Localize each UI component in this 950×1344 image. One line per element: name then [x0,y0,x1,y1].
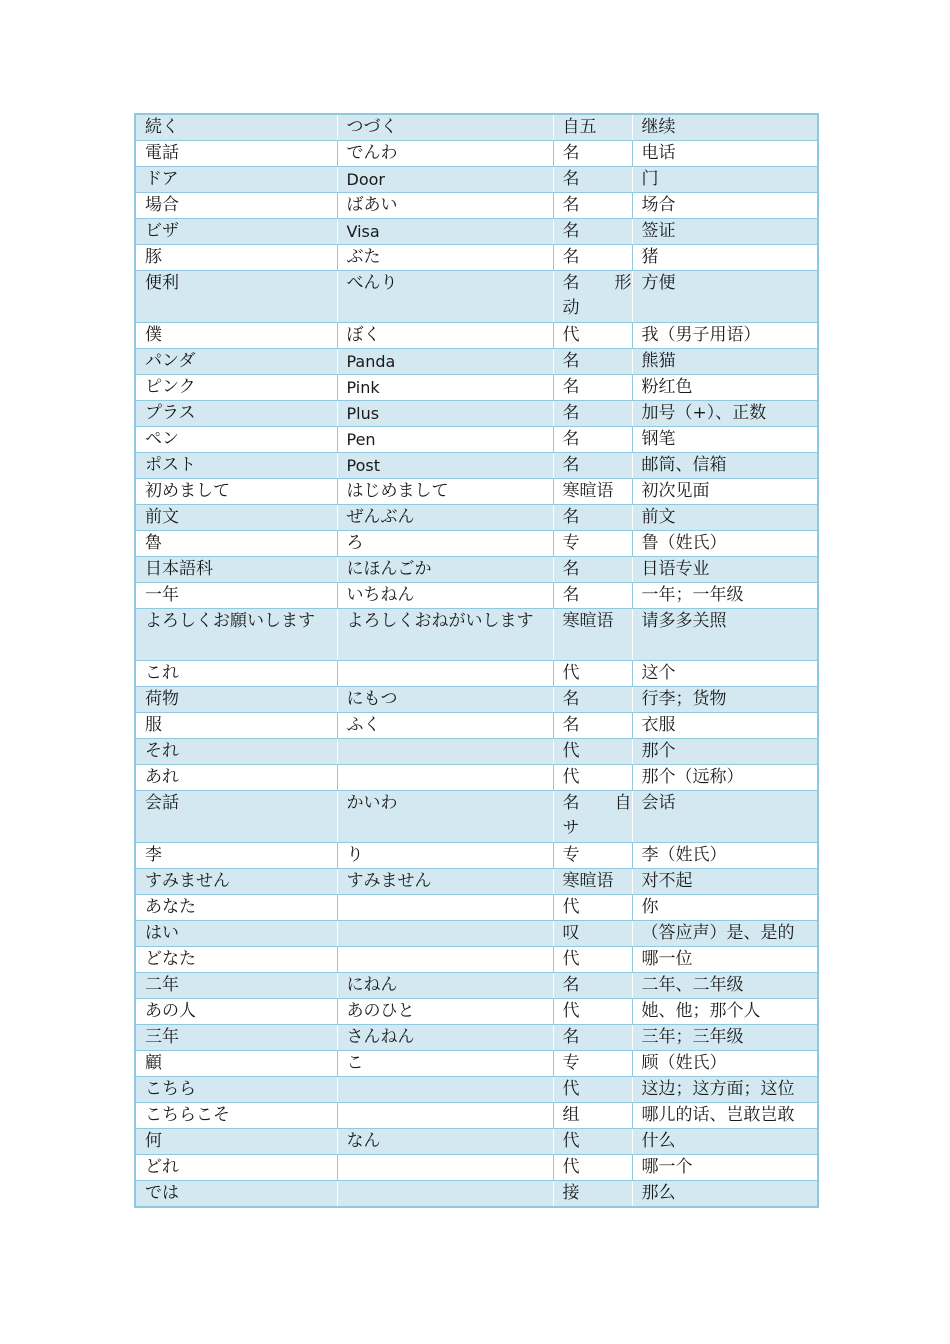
part-of-speech-cell: 名 [553,557,632,583]
table-row [135,323,818,349]
word-cell: あなた [135,895,337,921]
part-of-speech-cell: 寒暄语 [553,479,632,505]
reading-cell: Panda [337,349,553,375]
reading-cell: にねん [337,973,553,999]
table-row [135,921,818,947]
word-cell: 電話 [135,141,337,167]
reading-cell: にほんごか [337,557,553,583]
word-cell: 会話 [135,791,337,843]
table-row [135,1181,818,1208]
word-cell: 前文 [135,505,337,531]
meaning-cell: 哪儿的话、岂敢岂敢 [632,1103,818,1129]
word-cell: 僕 [135,323,337,349]
word-cell: どなた [135,947,337,973]
table-row [135,999,818,1025]
part-of-speech-cell: 名 [553,349,632,375]
reading-cell: ばあい [337,193,553,219]
word-cell: ドア [135,167,337,193]
part-of-speech-cell: 叹 [553,921,632,947]
meaning-cell: 一年；一年级 [632,583,818,609]
word-cell: あの人 [135,999,337,1025]
meaning-cell: 熊猫 [632,349,818,375]
meaning-cell: 这边；这方面；这位 [632,1077,818,1103]
reading-cell [337,1155,553,1181]
reading-cell: Door [337,167,553,193]
table-row [135,1025,818,1051]
table-row [135,1129,818,1155]
table-row [135,557,818,583]
reading-cell: なん [337,1129,553,1155]
table-row [135,375,818,401]
table-row [135,453,818,479]
reading-cell [337,947,553,973]
word-cell: 李 [135,843,337,869]
part-of-speech-cell: 自五 [553,114,632,141]
table-row [135,713,818,739]
reading-cell: Post [337,453,553,479]
table-row [135,843,818,869]
meaning-cell: 门 [632,167,818,193]
part-of-speech-cell: 代 [553,661,632,687]
word-cell: ピンク [135,375,337,401]
part-of-speech-cell: 名 [553,193,632,219]
word-cell: 続く [135,114,337,141]
word-cell: 何 [135,1129,337,1155]
meaning-cell: 签证 [632,219,818,245]
meaning-cell: 场合 [632,193,818,219]
part-of-speech-cell: 名 [553,453,632,479]
meaning-cell: 猪 [632,245,818,271]
word-cell: パンダ [135,349,337,375]
part-of-speech-cell: 名 形 动 [553,271,632,323]
part-of-speech-cell: 代 [553,895,632,921]
reading-cell: Visa [337,219,553,245]
part-of-speech-cell: 寒暄语 [553,869,632,895]
part-of-speech-cell: 名 [553,375,632,401]
part-of-speech-cell: 名 [553,141,632,167]
part-of-speech-cell: 名 自 サ [553,791,632,843]
reading-cell [337,1181,553,1208]
vocabulary-table [134,113,819,1208]
word-cell: 二年 [135,973,337,999]
table-row [135,1077,818,1103]
reading-cell: つづく [337,114,553,141]
reading-cell: ぜんぶん [337,505,553,531]
part-of-speech-cell: 组 [553,1103,632,1129]
meaning-cell: 鲁（姓氏） [632,531,818,557]
table-row [135,271,818,323]
reading-cell [337,765,553,791]
table-row [135,895,818,921]
table-row [135,427,818,453]
word-cell: どれ [135,1155,337,1181]
reading-cell: こ [337,1051,553,1077]
part-of-speech-cell: 代 [553,999,632,1025]
word-cell: それ [135,739,337,765]
table-row [135,479,818,505]
part-of-speech-cell: 名 [553,713,632,739]
table-row [135,739,818,765]
word-cell: あれ [135,765,337,791]
part-of-speech-cell: 名 [553,505,632,531]
reading-cell: かいわ [337,791,553,843]
word-cell: 一年 [135,583,337,609]
table-row [135,505,818,531]
meaning-cell: （答应声）是、是的 [632,921,818,947]
word-cell: 豚 [135,245,337,271]
table-row [135,973,818,999]
meaning-cell: 对不起 [632,869,818,895]
reading-cell [337,1103,553,1129]
meaning-cell: 我（男子用语） [632,323,818,349]
word-cell: 便利 [135,271,337,323]
reading-cell: ふく [337,713,553,739]
word-cell: こちら [135,1077,337,1103]
part-of-speech-cell: 专 [553,1051,632,1077]
reading-cell: り [337,843,553,869]
word-cell: よろしくお願いします [135,609,337,661]
reading-cell: ぶた [337,245,553,271]
word-cell: 場合 [135,193,337,219]
part-of-speech-cell: 代 [553,323,632,349]
meaning-cell: 哪一个 [632,1155,818,1181]
table-row [135,1155,818,1181]
table-row [135,1051,818,1077]
part-of-speech-cell: 代 [553,1129,632,1155]
part-of-speech-cell: 名 [553,401,632,427]
part-of-speech-cell: 名 [553,245,632,271]
table-row [135,167,818,193]
part-of-speech-cell: 代 [553,765,632,791]
word-cell: 顧 [135,1051,337,1077]
table-row [135,193,818,219]
meaning-cell: 那个 [632,739,818,765]
part-of-speech-cell: 寒暄语 [553,609,632,661]
part-of-speech-cell: 代 [553,1077,632,1103]
meaning-cell: 李（姓氏） [632,843,818,869]
part-of-speech-cell: 名 [553,583,632,609]
meaning-cell: 哪一位 [632,947,818,973]
reading-cell [337,1077,553,1103]
table-row [135,531,818,557]
part-of-speech-cell: 名 [553,687,632,713]
table-row [135,401,818,427]
reading-cell: Pink [337,375,553,401]
word-cell: プラス [135,401,337,427]
reading-cell: いちねん [337,583,553,609]
meaning-cell: 行李；货物 [632,687,818,713]
reading-cell: さんねん [337,1025,553,1051]
reading-cell: Pen [337,427,553,453]
word-cell: 初めまして [135,479,337,505]
meaning-cell: 三年；三年级 [632,1025,818,1051]
meaning-cell: 加号（+）、正数 [632,401,818,427]
word-cell: 三年 [135,1025,337,1051]
meaning-cell: 方便 [632,271,818,323]
part-of-speech-cell: 代 [553,1155,632,1181]
word-cell: 日本語科 [135,557,337,583]
reading-cell [337,661,553,687]
reading-cell [337,921,553,947]
word-cell: 服 [135,713,337,739]
part-of-speech-cell: 专 [553,843,632,869]
meaning-cell: 邮筒、信箱 [632,453,818,479]
meaning-cell: 这个 [632,661,818,687]
meaning-cell: 你 [632,895,818,921]
meaning-cell: 钢笔 [632,427,818,453]
word-cell: では [135,1181,337,1208]
word-cell: こちらこそ [135,1103,337,1129]
table-row [135,947,818,973]
reading-cell: でんわ [337,141,553,167]
reading-cell: よろしくおねがいします [337,609,553,661]
table-row [135,114,818,141]
part-of-speech-cell: 名 [553,973,632,999]
reading-cell [337,739,553,765]
word-cell: ペン [135,427,337,453]
part-of-speech-cell: 接 [553,1181,632,1208]
reading-cell: すみません [337,869,553,895]
word-cell: ビザ [135,219,337,245]
meaning-cell: 衣服 [632,713,818,739]
table-row [135,661,818,687]
reading-cell [337,895,553,921]
reading-cell: はじめまして [337,479,553,505]
meaning-cell: 前文 [632,505,818,531]
reading-cell: べんり [337,271,553,323]
word-cell: これ [135,661,337,687]
meaning-cell: 初次见面 [632,479,818,505]
meaning-cell: 什么 [632,1129,818,1155]
table-row [135,687,818,713]
reading-cell: にもつ [337,687,553,713]
meaning-cell: 会话 [632,791,818,843]
meaning-cell: 日语专业 [632,557,818,583]
meaning-cell: 那么 [632,1181,818,1208]
reading-cell: ろ [337,531,553,557]
part-of-speech-cell: 专 [553,531,632,557]
reading-cell: あのひと [337,999,553,1025]
meaning-cell: 二年、二年级 [632,973,818,999]
word-cell: すみません [135,869,337,895]
word-cell: 荷物 [135,687,337,713]
table-row [135,765,818,791]
table-row [135,1103,818,1129]
meaning-cell: 请多多关照 [632,609,818,661]
meaning-cell: 粉红色 [632,375,818,401]
word-cell: はい [135,921,337,947]
table-row [135,869,818,895]
table-row [135,609,818,661]
meaning-cell: 电话 [632,141,818,167]
meaning-cell: 继续 [632,114,818,141]
reading-cell: Plus [337,401,553,427]
table-row [135,141,818,167]
table-row [135,791,818,843]
meaning-cell: 那个（远称） [632,765,818,791]
table-row [135,349,818,375]
part-of-speech-cell: 名 [553,427,632,453]
meaning-cell: 她、他；那个人 [632,999,818,1025]
table-row [135,583,818,609]
reading-cell: ぼく [337,323,553,349]
word-cell: ポスト [135,453,337,479]
part-of-speech-cell: 代 [553,947,632,973]
part-of-speech-cell: 代 [553,739,632,765]
part-of-speech-cell: 名 [553,219,632,245]
table-row [135,245,818,271]
vocabulary-table-body [135,114,818,1207]
word-cell: 魯 [135,531,337,557]
meaning-cell: 顾（姓氏） [632,1051,818,1077]
part-of-speech-cell: 名 [553,1025,632,1051]
part-of-speech-cell: 名 [553,167,632,193]
table-row [135,219,818,245]
